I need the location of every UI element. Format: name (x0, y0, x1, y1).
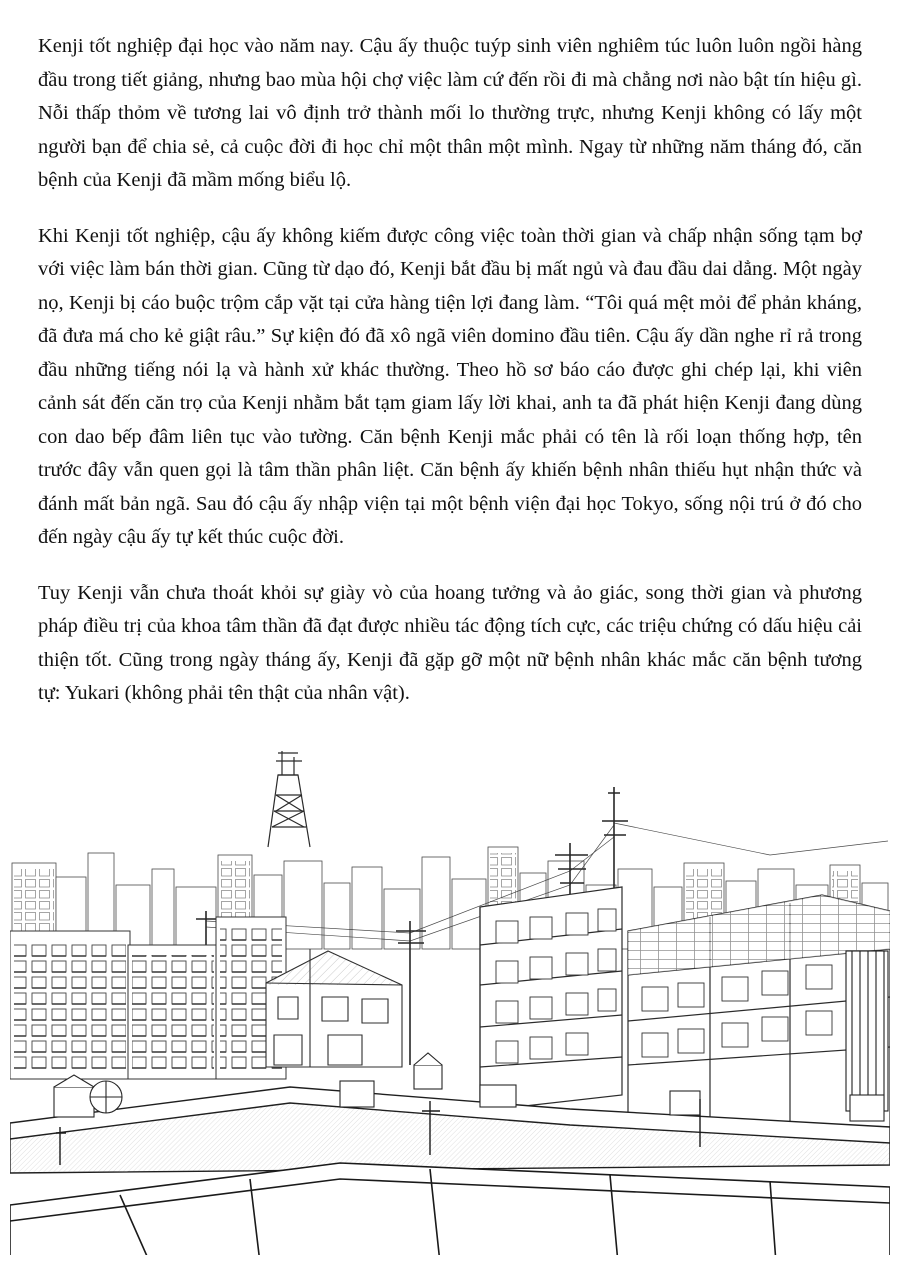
article-body (38, 30, 862, 733)
paragraph-2: Khi Kenji tốt nghiệp, cậu ấy không kiếm được công việc toàn thời gian và chấp nhận sống tạm bợ với việc làm bán thời gian. Cũng từ dạo đó, Kenji bắt đầu bị mất ngủ và đau đầu dai dẳng. Một ngày nọ, Kenji bị cáo buộc trộm cắp vặt tại cửa hàng tiện lợi đang làm. “Tôi quá mệt mỏi để phản kháng, đã đưa má cho kẻ giật râu.” Sự kiện đó đã xô ngã viên domino đầu tiên. Cậu ấy dần nghe rỉ rả trong đầu những tiếng nói lạ và hành xử khác thường. Theo hồ sơ báo cáo được ghi chép lại, khi viên cảnh sát đến căn trọ của Kenji nhằm bắt tạm giam lấy lời khai, anh ta đã phát hiện Kenji đang dùng con dao bếp đâm liên tục vào tường. Căn bệnh Kenji mắc phải có tên là rối loạn thống hợp, tên trước đây vẫn quen gọi là tâm thần phân liệt. Căn bệnh ấy khiến bệnh nhân thiếu hụt nhận thức và đánh mất bản ngã. Sau đó cậu ấy nhập viện tại một bệnh viện đại học Tokyo, sống nội trú ở đó cho đến ngày cậu ấy tự kết thúc cuộc đời. (38, 224, 862, 548)
paragraph-1: Kenji tốt nghiệp đại học vào năm nay. Cậu ấy thuộc tuýp sinh viên nghiêm túc luôn luôn ngồi hàng đầu trong tiết giảng, nhưng bao mùa hội chợ việc làm cứ đến rồi đi mà chẳng nơi nào bật tín hiệu gì. Nỗi thấp thỏm về tương lai vô định trở thành mối lo thường trực, nhưng Kenji không có lấy một người bạn để chia sẻ, cả cuộc đời đi học chỉ một thân một mình. Ngay từ những năm tháng đó, căn bệnh của Kenji đã mầm mống biểu lộ. (38, 35, 862, 191)
cityscape-illustration (10, 735, 890, 1263)
paragraph-3: Tuy Kenji vẫn chưa thoát khỏi sự giày vò của hoang tưởng và ảo giác, song thời gian và phương pháp điều trị của khoa tâm thần đã đạt được nhiều tác động tích cực, các triệu chứng có dấu hiệu cải thiện tốt. Cũng trong ngày tháng ấy, Kenji đã gặp gỡ một nữ bệnh nhân khác mắc căn bệnh tương tự: Yukari (không phải tên thật của nhân vật). (38, 581, 862, 704)
